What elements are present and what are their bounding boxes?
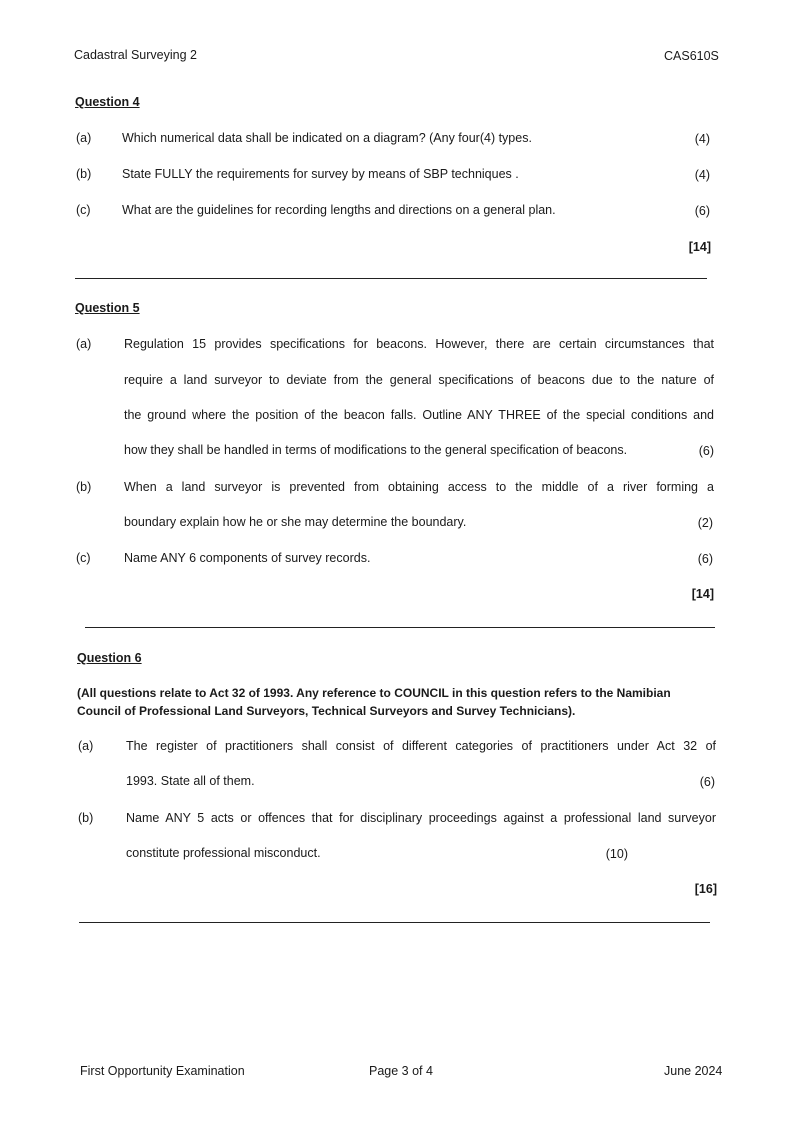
- q6-intro: (All questions relate to Act 32 of 1993. Any reference to COUNCIL in this question refers to the Namibian Council of Professional Land Surveyors, Technical Surveyors and Survey Technicians).: [77, 686, 671, 718]
- q4-a-label: (a): [76, 131, 92, 145]
- q5-divider: [85, 627, 715, 628]
- q6-b-line-2: constitute professional misconduct.: [126, 846, 321, 860]
- header-code: CAS610S: [664, 49, 719, 63]
- q6-a-marks: (6): [699, 775, 715, 789]
- q4-b-marks: (4): [694, 168, 710, 182]
- header-course: Cadastral Surveying 2: [74, 48, 197, 62]
- q6-a-label: (a): [78, 739, 94, 753]
- q4-b-text: State FULLY the requirements for survey by means of SBP techniques .: [122, 167, 519, 181]
- q5-a-label: (a): [76, 337, 92, 351]
- q4-b-label: (b): [76, 167, 92, 181]
- q5-c-marks: (6): [697, 552, 713, 566]
- q5-c-label: (c): [76, 551, 91, 565]
- q6-b-label: (b): [78, 811, 94, 825]
- q4-a-marks: (4): [694, 132, 710, 146]
- q5-a-line-1: Regulation 15 provides specifications for beacons. However, there are certain circumstances that: [124, 337, 714, 351]
- q4-total: [14]: [688, 240, 711, 254]
- q6-b-line-1: Name ANY 5 acts or offences that for disciplinary proceedings against a professional land surveyor: [126, 811, 716, 825]
- q5-b-marks: (2): [697, 516, 713, 530]
- q5-a-line-2: require a land surveyor to deviate from the general specifications of beacons due to the nature of: [124, 373, 714, 387]
- q4-c-marks: (6): [694, 204, 710, 218]
- q5-c-text: Name ANY 6 components of survey records.: [124, 551, 371, 565]
- q5-b-line-2: boundary explain how he or she may determine the boundary.: [124, 515, 467, 529]
- question-5-title: Question 5: [75, 301, 140, 315]
- q4-c-label: (c): [76, 203, 91, 217]
- q6-total: [16]: [694, 882, 717, 896]
- q4-c-text: What are the guidelines for recording lengths and directions on a general plan.: [122, 203, 556, 217]
- question-4-title: Question 4: [75, 95, 140, 109]
- q6-b-marks: (10): [605, 847, 628, 861]
- q6-a-line-2: 1993. State all of them.: [126, 774, 255, 788]
- footer-exam: First Opportunity Examination: [80, 1064, 245, 1078]
- q5-a-line-3: the ground where the position of the beacon falls. Outline ANY THREE of the special conditions and: [124, 408, 714, 422]
- q6-divider: [79, 922, 710, 923]
- q5-a-line-4: how they shall be handled in terms of modifications to the general specification of beacons.: [124, 443, 628, 457]
- q4-a-text: Which numerical data shall be indicated on a diagram? (Any four(4) types.: [122, 131, 532, 145]
- q4-divider: [75, 278, 707, 279]
- q5-b-label: (b): [76, 480, 92, 494]
- q5-b-line-1: When a land surveyor is prevented from obtaining access to the middle of a river forming a: [124, 480, 714, 494]
- q5-total: [14]: [691, 587, 714, 601]
- q5-a-marks: (6): [698, 444, 714, 458]
- footer-date: June 2024: [664, 1064, 723, 1078]
- q6-a-line-1: The register of practitioners shall consist of different categories of practitioners under Act 32 of: [126, 739, 716, 753]
- footer-page-number: Page 3 of 4: [369, 1064, 433, 1078]
- question-6-title: Question 6: [77, 651, 142, 665]
